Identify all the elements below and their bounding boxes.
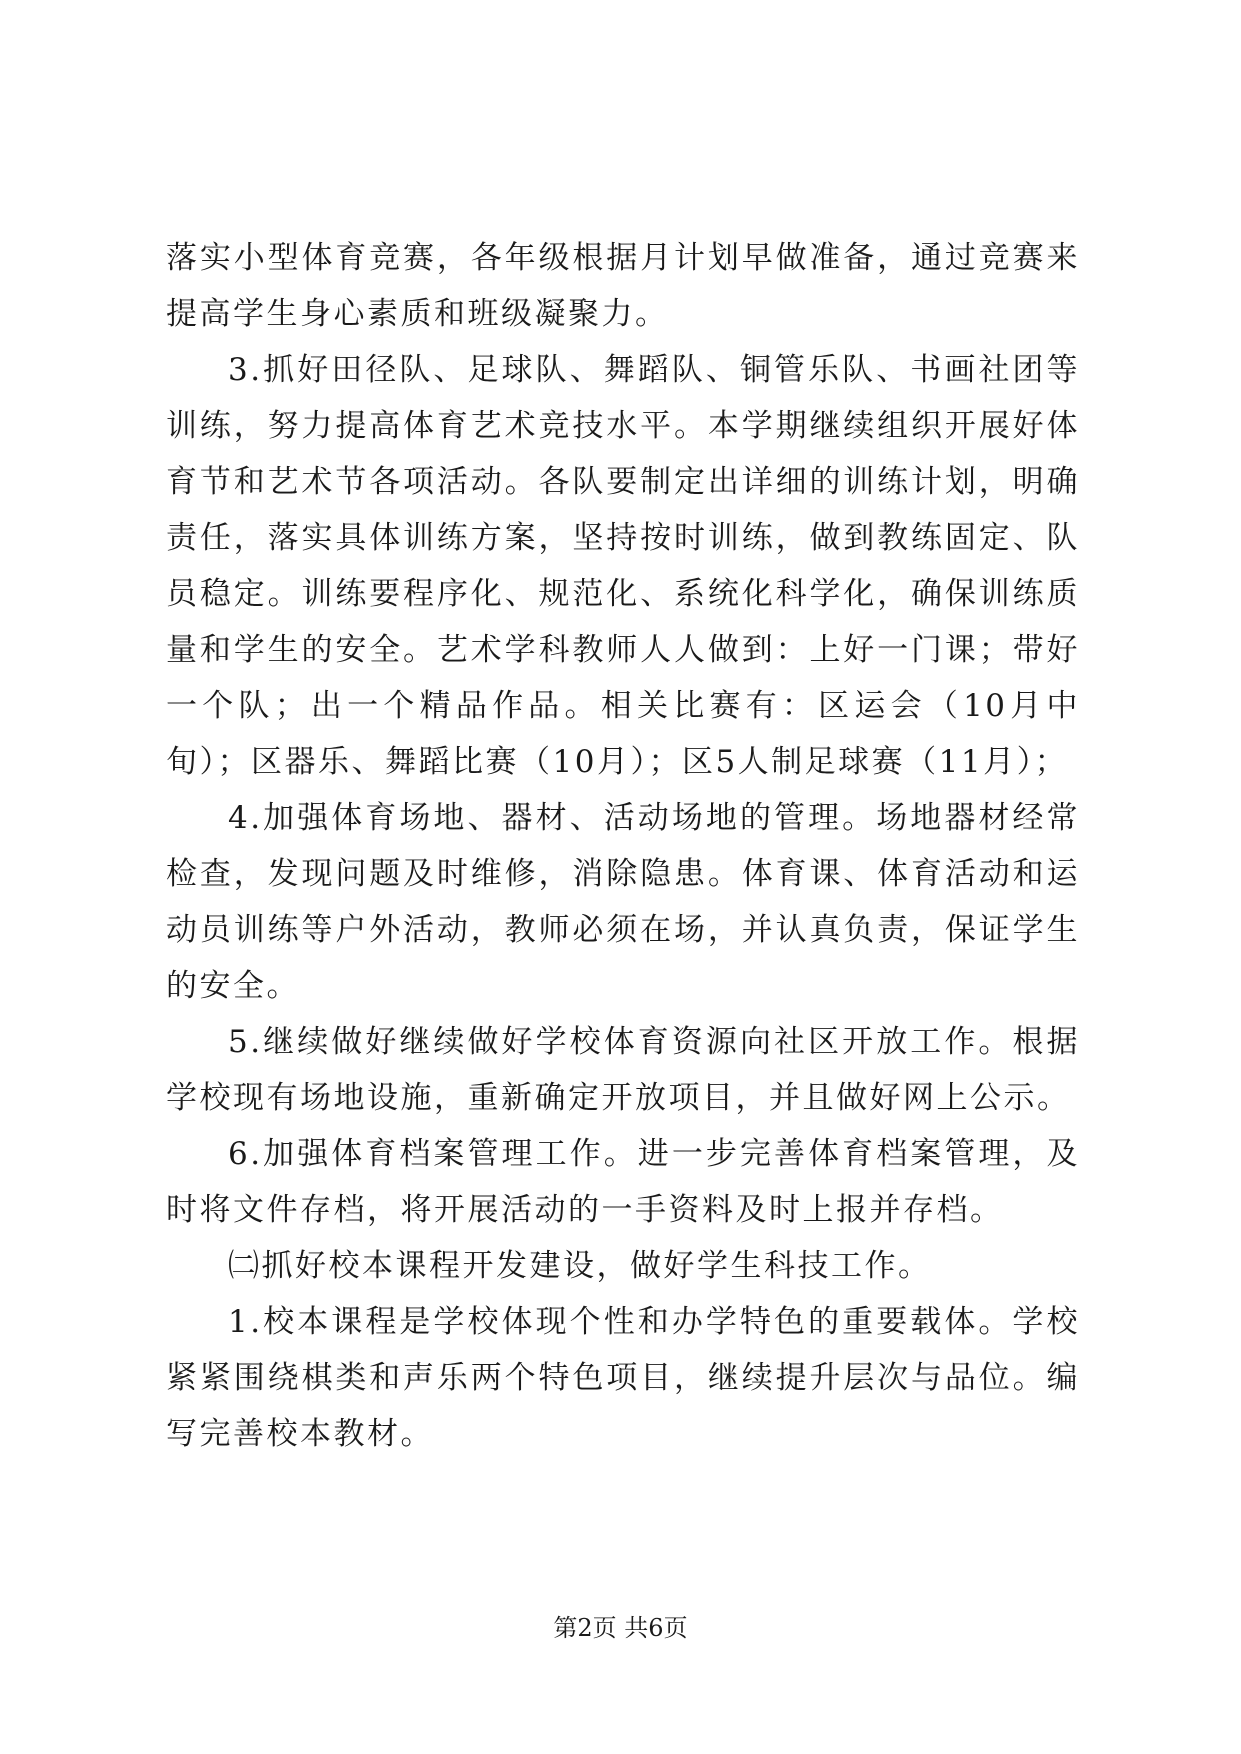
paragraph-4: 5.继续做好继续做好学校体育资源向社区开放工作。根据学校现有场地设施，重新确定开放项目，并且做好网上公示。: [166, 1024, 1080, 1116]
paragraph-5: 6.加强体育档案管理工作。进一步完善体育档案管理，及时将文件存档，将开展活动的一手资料及时上报并存档。: [166, 1136, 1080, 1228]
section-heading: ㈡抓好校本课程开发建设，做好学生科技工作。: [228, 1248, 932, 1284]
paragraph-6: 1.校本课程是学校体现个性和办学特色的重要载体。学校紧紧围绕棋类和声乐两个特色项目，继续提升层次与品位。编写完善校本教材。: [166, 1304, 1080, 1452]
document-body: [166, 230, 1080, 1462]
paragraph-3: 4.加强体育场地、器材、活动场地的管理。场地器材经常检查，发现问题及时维修，消除隐患。体育课、体育活动和运动员训练等户外活动，教师必须在场，并认真负责，保证学生的安全。: [166, 800, 1080, 1004]
page-footer: 第2页 共6页: [553, 1614, 688, 1642]
paragraph-2: 3.抓好田径队、足球队、舞蹈队、铜管乐队、书画社团等训练，努力提高体育艺术竞技水平。本学期继续组织开展好体育节和艺术节各项活动。各队要制定出详细的训练计划，明确责任，落实具体训练方案，坚持按时训练，做到教练固定、队员稳定。训练要程序化、规范化、系统化科学化，确保训练质量和学生的安全。艺术学科教师人人做到：上好一门课；带好一个队；出一个精品作品。相关比赛有：区运会（10月中旬）；区器乐、舞蹈比赛（10月）；区5人制足球赛（11月）；: [166, 352, 1080, 780]
paragraph-1: 落实小型体育竞赛，各年级根据月计划早做准备，通过竞赛来提高学生身心素质和班级凝聚力。: [166, 240, 1080, 332]
